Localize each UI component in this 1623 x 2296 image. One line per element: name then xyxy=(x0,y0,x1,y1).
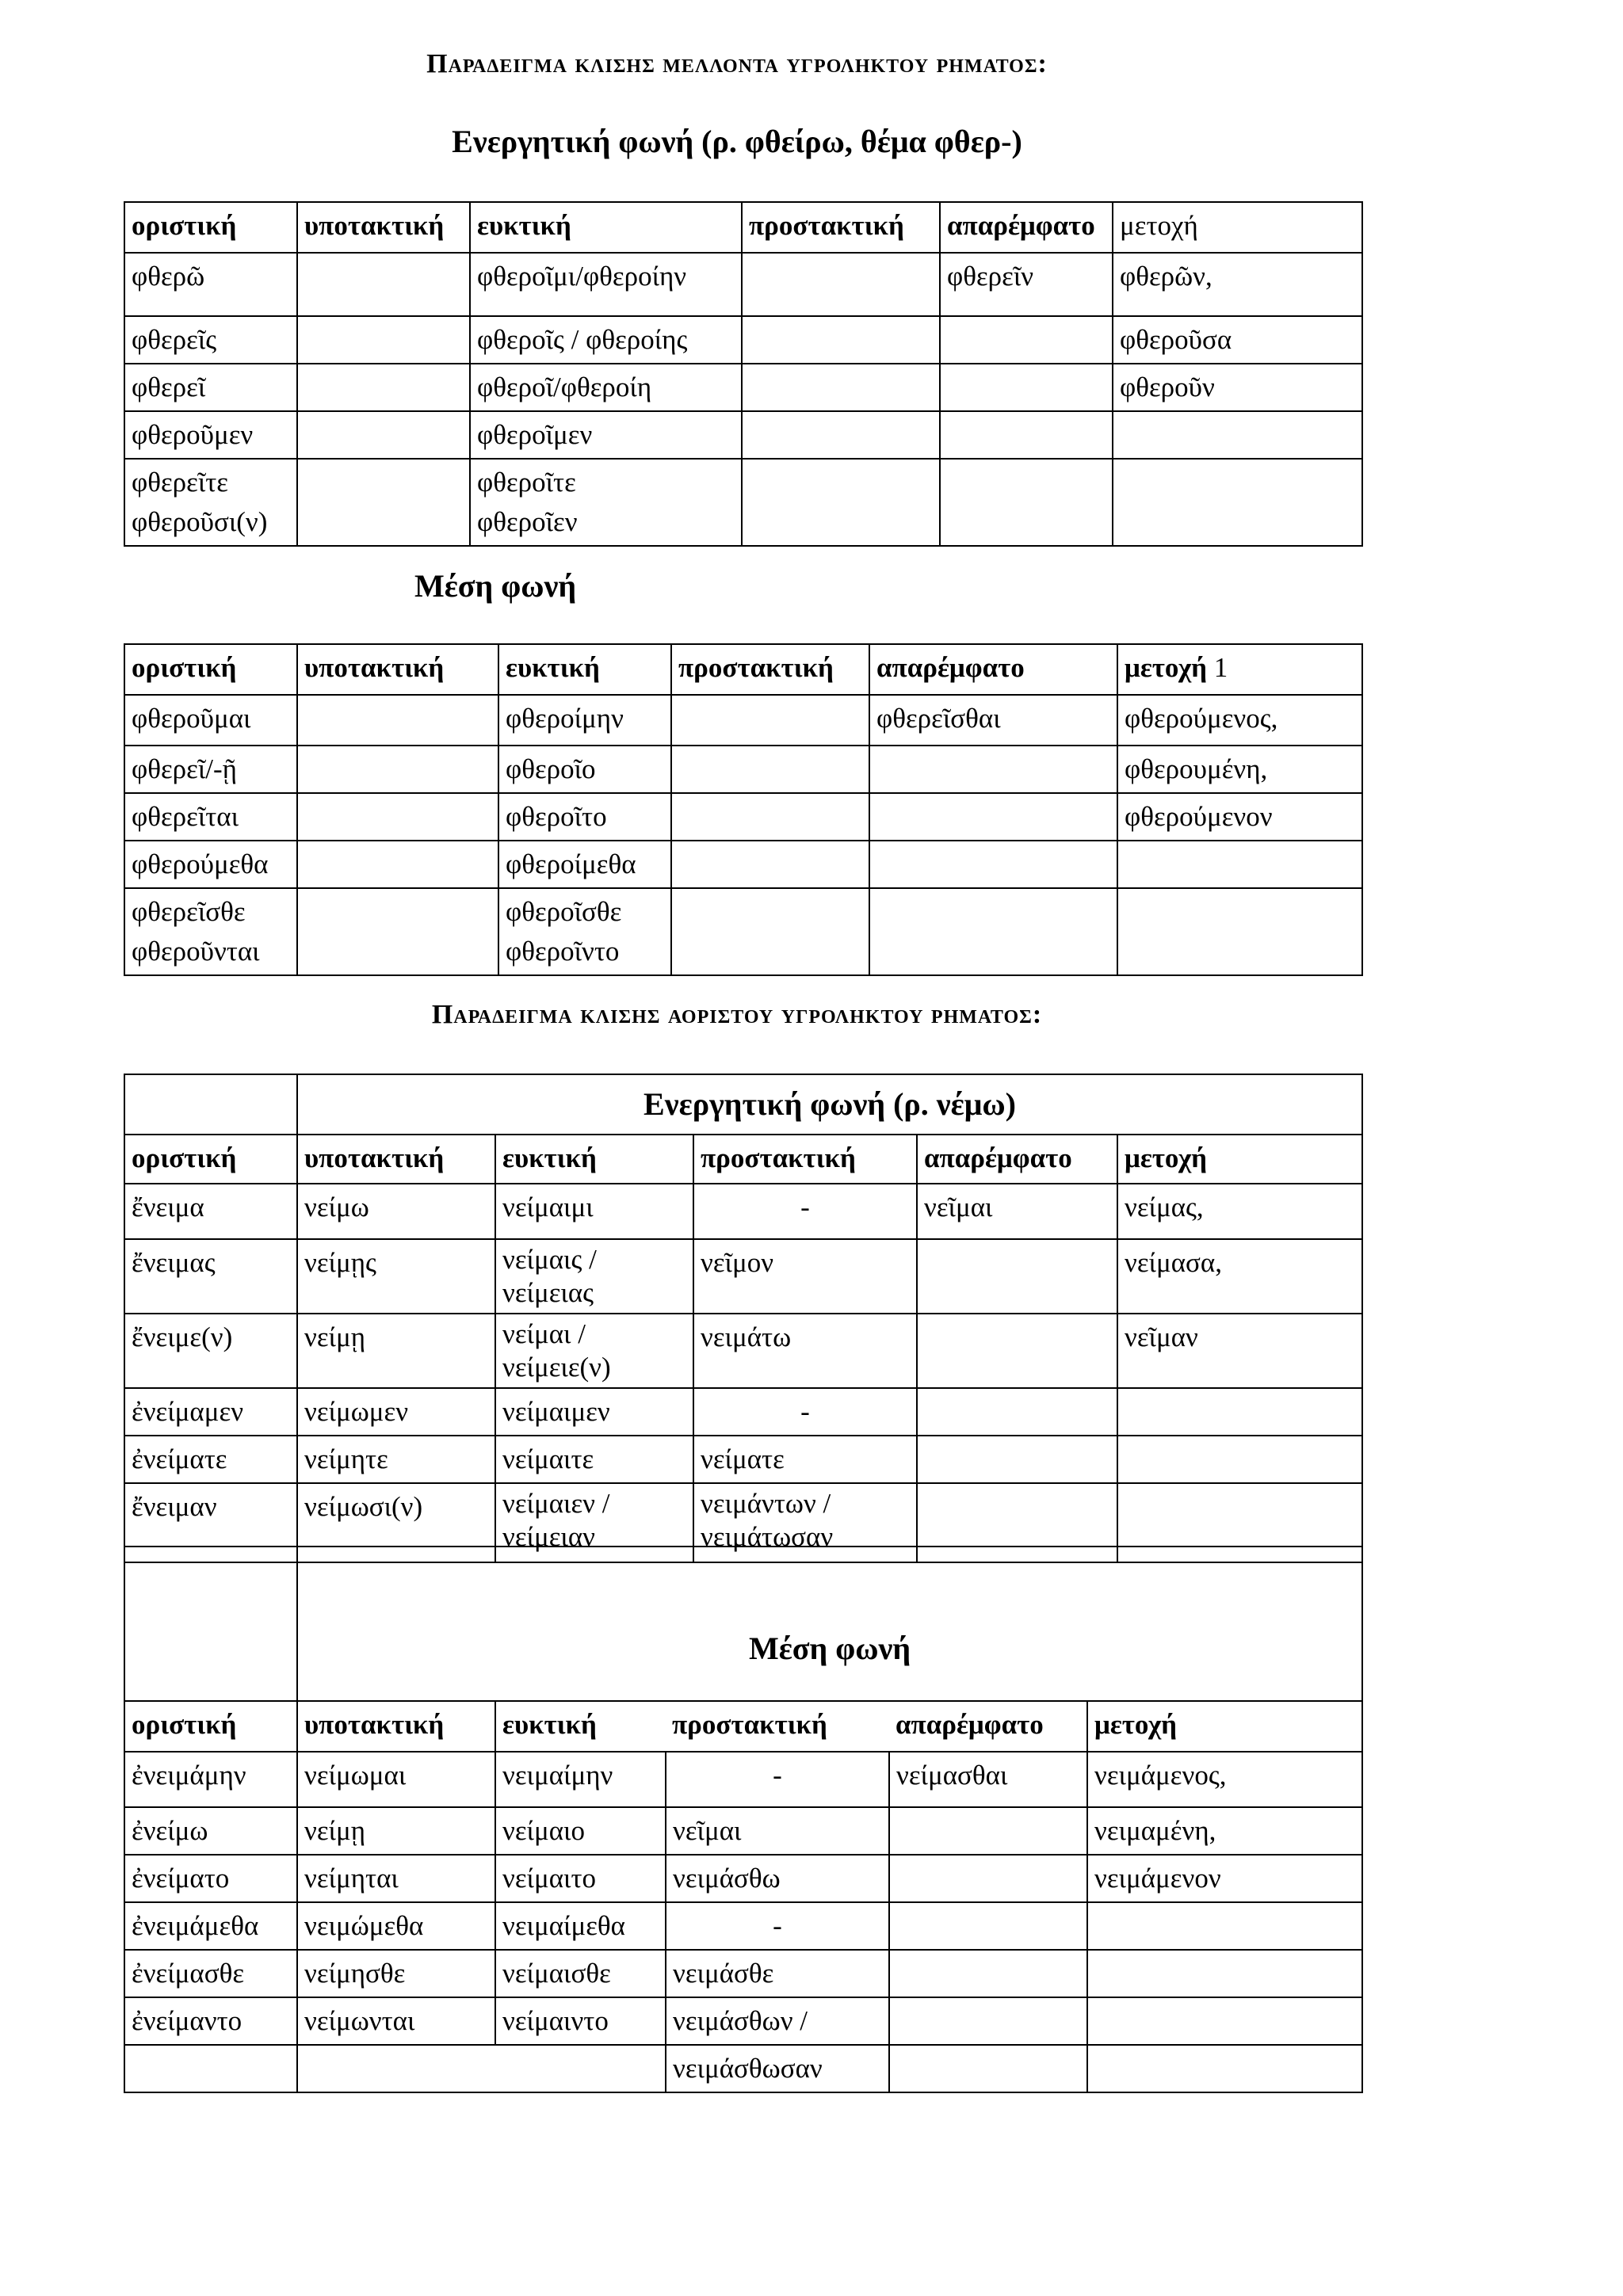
table-cell xyxy=(498,888,671,975)
table-cell: φθερούμενος, xyxy=(1117,695,1362,746)
table-cell: νείμω xyxy=(297,1184,495,1239)
table-row xyxy=(124,888,1362,975)
cell-line: φθεροῖσθε xyxy=(506,896,622,927)
table-cell: φθερῶ xyxy=(124,253,297,316)
table-cell xyxy=(917,1239,1117,1314)
header-cell: μετοχή xyxy=(1113,202,1362,253)
table-cell: νείμασθαι xyxy=(889,1752,1087,1807)
table-title-row xyxy=(124,1547,1362,1701)
table-cell: νειμάσθω xyxy=(666,1855,889,1902)
table-cell xyxy=(297,364,470,411)
table-cell: νεῖμαν xyxy=(1117,1314,1362,1388)
cell-line: φθεροῦσι(ν) xyxy=(132,506,268,537)
table-cell: νειμαίμην xyxy=(495,1752,666,1807)
table-cell xyxy=(1117,888,1362,975)
cell-line: νείμειας xyxy=(502,1277,594,1308)
table-cell xyxy=(869,841,1117,888)
table-row xyxy=(124,841,1362,888)
header-cell: υποτακτική xyxy=(297,1135,495,1184)
table-cell: νείμῃ xyxy=(297,1807,495,1855)
table-cell: νείμασα, xyxy=(1117,1239,1362,1314)
table-header-row xyxy=(124,1135,1362,1184)
table-header-row xyxy=(124,644,1362,695)
table-cell: φθερεῖ xyxy=(124,364,297,411)
table-cell xyxy=(889,1950,1087,1997)
table-cell xyxy=(917,1436,1117,1483)
table-cell xyxy=(671,888,869,975)
table-cell xyxy=(297,841,498,888)
table-cell xyxy=(1117,1436,1362,1483)
table-cell: νειμαμένη, xyxy=(1087,1807,1362,1855)
header-cell: υποτακτική xyxy=(297,202,470,253)
cell-line: φθεροῖτε xyxy=(477,467,576,498)
table-cell xyxy=(671,746,869,793)
header-cell: ευκτική xyxy=(495,1135,693,1184)
table-cell xyxy=(124,888,297,975)
table-row xyxy=(124,2045,1362,2092)
cell-line: φθερεῖσθε xyxy=(132,896,246,927)
footnote-mark: 1 xyxy=(1213,652,1228,683)
header-cell: προστακτική xyxy=(671,644,869,695)
table-cell: νείμαιτε xyxy=(495,1436,693,1483)
table-row xyxy=(124,1436,1362,1483)
table-cell: ἔνειμαν xyxy=(124,1483,297,1562)
table-cell xyxy=(470,459,742,546)
table-cell: φθεροῦμαι xyxy=(124,695,297,746)
cell-line: νείμειαν xyxy=(502,1521,595,1552)
table-cell xyxy=(917,1314,1117,1388)
header-cell: οριστική xyxy=(124,202,297,253)
table-cell xyxy=(495,1314,693,1388)
table-cell: νείμωσι(ν) xyxy=(297,1483,495,1562)
cell-line: νείμειε(ν) xyxy=(502,1352,611,1383)
table-cell xyxy=(297,695,498,746)
table-row xyxy=(124,364,1362,411)
table-cell xyxy=(917,1388,1117,1436)
header-cell: απαρέμφατο xyxy=(917,1135,1117,1184)
table-cell xyxy=(742,411,940,459)
table-cell xyxy=(940,411,1113,459)
table-cell xyxy=(869,888,1117,975)
table-cell xyxy=(869,746,1117,793)
section1-heading: Παραδειγμα κλισησ μελλοντα υγρολhκτου ρhματοσ: xyxy=(426,49,1048,78)
aorist-middle-title: Μέση φωνή xyxy=(297,1547,1362,1701)
table-cell xyxy=(1117,1388,1362,1436)
table-cell: νεῖμον xyxy=(693,1239,917,1314)
table-cell xyxy=(889,1902,1087,1950)
future-active-table xyxy=(124,201,1363,547)
table-cell xyxy=(124,459,297,546)
table-cell xyxy=(671,695,869,746)
table-cell: νείμας, xyxy=(1117,1184,1362,1239)
table-cell: νείμωμεν xyxy=(297,1388,495,1436)
header-cell: μετοχή xyxy=(1117,1135,1362,1184)
table-cell: ἐνειμάμεθα xyxy=(124,1902,297,1950)
table-cell xyxy=(1117,841,1362,888)
aorist-active-title: Ενεργητική φωνή (ρ. νέμω) xyxy=(297,1074,1362,1135)
header-cell xyxy=(1117,644,1362,695)
table-header-row xyxy=(124,1701,1362,1752)
header-cell: απαρέμφατο xyxy=(940,202,1113,253)
table-cell: νειμάσθωσαν xyxy=(666,2045,889,2092)
table-cell: φθερεῖν xyxy=(940,253,1113,316)
table-cell: φθερεῖ/-ῇ xyxy=(124,746,297,793)
table-cell xyxy=(297,888,498,975)
header-cell: προστακτική xyxy=(666,1701,889,1752)
cell-line: νείμαις / xyxy=(502,1244,597,1275)
table-cell: ἐνείμω xyxy=(124,1807,297,1855)
table-cell: νειμάμενος, xyxy=(1087,1752,1362,1807)
section1-active-voice-title: Ενεργητική φωνή (ρ. φθείρω, θέμα φθερ-) xyxy=(452,124,1022,159)
table-cell: νείματε xyxy=(693,1436,917,1483)
table-cell xyxy=(671,793,869,841)
cell-line: νειμάντων / xyxy=(701,1488,831,1519)
table-row xyxy=(124,1855,1362,1902)
table-cell: νείμωμαι xyxy=(297,1752,495,1807)
table-cell: νείμαιμι xyxy=(495,1184,693,1239)
table-cell: φθεροῖμεν xyxy=(470,411,742,459)
cell-line: φθεροῖντο xyxy=(506,936,620,967)
table-cell xyxy=(940,364,1113,411)
table-row xyxy=(124,459,1362,546)
table-cell: ἐνείματε xyxy=(124,1436,297,1483)
table-cell: ἐνείμαντο xyxy=(124,1997,297,2045)
table-cell xyxy=(671,841,869,888)
table-cell xyxy=(124,2045,297,2092)
table-cell xyxy=(1087,1902,1362,1950)
table-cell xyxy=(742,364,940,411)
table-cell: νείμηται xyxy=(297,1855,495,1902)
table-header-row xyxy=(124,202,1362,253)
table-cell: φθερεῖται xyxy=(124,793,297,841)
table-cell: νειμάτω xyxy=(693,1314,917,1388)
cell-line: νείμαι / xyxy=(502,1318,586,1349)
table-cell xyxy=(1087,2045,1362,2092)
table-cell xyxy=(742,459,940,546)
table-cell xyxy=(1087,1997,1362,2045)
header-cell: ευκτική xyxy=(498,644,671,695)
table-row xyxy=(124,746,1362,793)
table-cell: ἔνειμε(ν) xyxy=(124,1314,297,1388)
table-row xyxy=(124,1997,1362,2045)
table-title-row xyxy=(124,1074,1362,1135)
table-cell xyxy=(940,316,1113,364)
table-cell: φθερεῖς xyxy=(124,316,297,364)
table-cell: ἐνείμασθε xyxy=(124,1950,297,1997)
cell-line: φθερεῖτε xyxy=(132,467,229,498)
header-cell: οριστική xyxy=(124,1135,297,1184)
table-cell: νειμάσθων / xyxy=(666,1997,889,2045)
table-cell xyxy=(940,459,1113,546)
table-cell: νειμάσθε xyxy=(666,1950,889,1997)
table-cell: φθεροῦσα xyxy=(1113,316,1362,364)
table-cell: νείμῃ xyxy=(297,1314,495,1388)
table-cell: φθεροῖτο xyxy=(498,793,671,841)
table-cell: - xyxy=(666,1902,889,1950)
cell-line: νειμάτωσαν xyxy=(701,1521,834,1552)
header-cell: απαρέμφατο xyxy=(889,1701,1087,1752)
table-row xyxy=(124,411,1362,459)
table-cell: νείμαιτο xyxy=(495,1855,666,1902)
table-cell: νεῖμαι xyxy=(917,1184,1117,1239)
table-row xyxy=(124,1388,1362,1436)
table-cell: φθεροῦν xyxy=(1113,364,1362,411)
table-cell: νείμαιμεν xyxy=(495,1388,693,1436)
table-cell: φθερούμεθα xyxy=(124,841,297,888)
table-row xyxy=(124,1239,1362,1314)
table-row xyxy=(124,1902,1362,1950)
table-cell xyxy=(124,1547,297,1701)
table-cell xyxy=(889,2045,1087,2092)
table-cell xyxy=(1113,459,1362,546)
cell-line: φθεροῦνται xyxy=(132,936,260,967)
table-cell: νειμάμενον xyxy=(1087,1855,1362,1902)
table-cell: φθεροῦμεν xyxy=(124,411,297,459)
cell-line: φθεροῖεν xyxy=(477,506,578,537)
future-middle-table xyxy=(124,643,1363,976)
table-row xyxy=(124,695,1362,746)
aorist-middle-table xyxy=(124,1546,1363,2093)
table-cell xyxy=(889,1807,1087,1855)
table-cell xyxy=(297,459,470,546)
table-cell: φθεροίμεθα xyxy=(498,841,671,888)
table-row xyxy=(124,316,1362,364)
header-cell: προστακτική xyxy=(693,1135,917,1184)
section1-middle-voice-title: Μέση φωνή xyxy=(414,568,577,604)
header-cell: υποτακτική xyxy=(297,644,498,695)
table-cell: φθεροῖς / φθεροίης xyxy=(470,316,742,364)
table-cell: ἐνείμαμεν xyxy=(124,1388,297,1436)
aorist-active-table xyxy=(124,1074,1363,1563)
table-cell xyxy=(1113,411,1362,459)
table-cell: ἐνείματο xyxy=(124,1855,297,1902)
header-cell: μετοχή xyxy=(1087,1701,1362,1752)
table-row xyxy=(124,1314,1362,1388)
table-cell: νείμῃς xyxy=(297,1239,495,1314)
header-label: μετοχή xyxy=(1125,652,1208,683)
table-cell: νεῖμαι xyxy=(666,1807,889,1855)
table-cell: νείμαιντο xyxy=(495,1997,666,2045)
table-cell: νείμωνται xyxy=(297,1997,495,2045)
header-cell: απαρέμφατο xyxy=(869,644,1117,695)
table-cell: φθεροῖ/φθεροίη xyxy=(470,364,742,411)
table-cell xyxy=(297,253,470,316)
table-cell: ἐνειμάμην xyxy=(124,1752,297,1807)
table-row xyxy=(124,1807,1362,1855)
table-cell xyxy=(869,793,1117,841)
table-cell: φθερῶν, xyxy=(1113,253,1362,316)
header-cell: ευκτική xyxy=(470,202,742,253)
table-cell xyxy=(297,411,470,459)
table-row xyxy=(124,793,1362,841)
table-cell: φθερουμένη, xyxy=(1117,746,1362,793)
table-cell xyxy=(495,1239,693,1314)
table-cell: φθερεῖσθαι xyxy=(869,695,1117,746)
header-cell: προστακτική xyxy=(742,202,940,253)
table-cell: νείμαιο xyxy=(495,1807,666,1855)
table-cell: ἔνειμα xyxy=(124,1184,297,1239)
table-cell: νείμησθε xyxy=(297,1950,495,1997)
table-cell: φθεροῖο xyxy=(498,746,671,793)
table-cell: - xyxy=(693,1388,917,1436)
table-cell xyxy=(889,1855,1087,1902)
cell-line: νείμαιεν / xyxy=(502,1488,610,1519)
table-cell xyxy=(297,793,498,841)
section2-heading: Παραδειγμα κλισησ αοριστου υγρολhκτου ρhματοσ: xyxy=(431,1000,1043,1029)
table-row xyxy=(124,1184,1362,1239)
table-cell xyxy=(297,746,498,793)
table-cell xyxy=(1087,1950,1362,1997)
table-cell xyxy=(297,316,470,364)
table-cell: φθεροίμην xyxy=(498,695,671,746)
header-cell: υποτακτική xyxy=(297,1701,495,1752)
table-cell: νειμώμεθα xyxy=(297,1902,495,1950)
table-row xyxy=(124,1752,1362,1807)
table-row xyxy=(124,253,1362,316)
table-cell: νείμητε xyxy=(297,1436,495,1483)
table-cell: ἔνειμας xyxy=(124,1239,297,1314)
table-row xyxy=(124,1950,1362,1997)
table-cell: φθερούμενον xyxy=(1117,793,1362,841)
table-cell: - xyxy=(666,1752,889,1807)
header-cell: οριστική xyxy=(124,1701,297,1752)
table-cell: - xyxy=(693,1184,917,1239)
table-cell xyxy=(124,1074,297,1135)
table-cell: νειμαίμεθα xyxy=(495,1902,666,1950)
table-cell xyxy=(742,253,940,316)
table-cell xyxy=(742,316,940,364)
header-cell: οριστική xyxy=(124,644,297,695)
table-cell: νείμαισθε xyxy=(495,1950,666,1997)
table-cell xyxy=(297,2045,666,2092)
table-cell xyxy=(889,1997,1087,2045)
table-cell: φθεροῖμι/φθεροίην xyxy=(470,253,742,316)
header-cell: ευκτική xyxy=(495,1701,666,1752)
